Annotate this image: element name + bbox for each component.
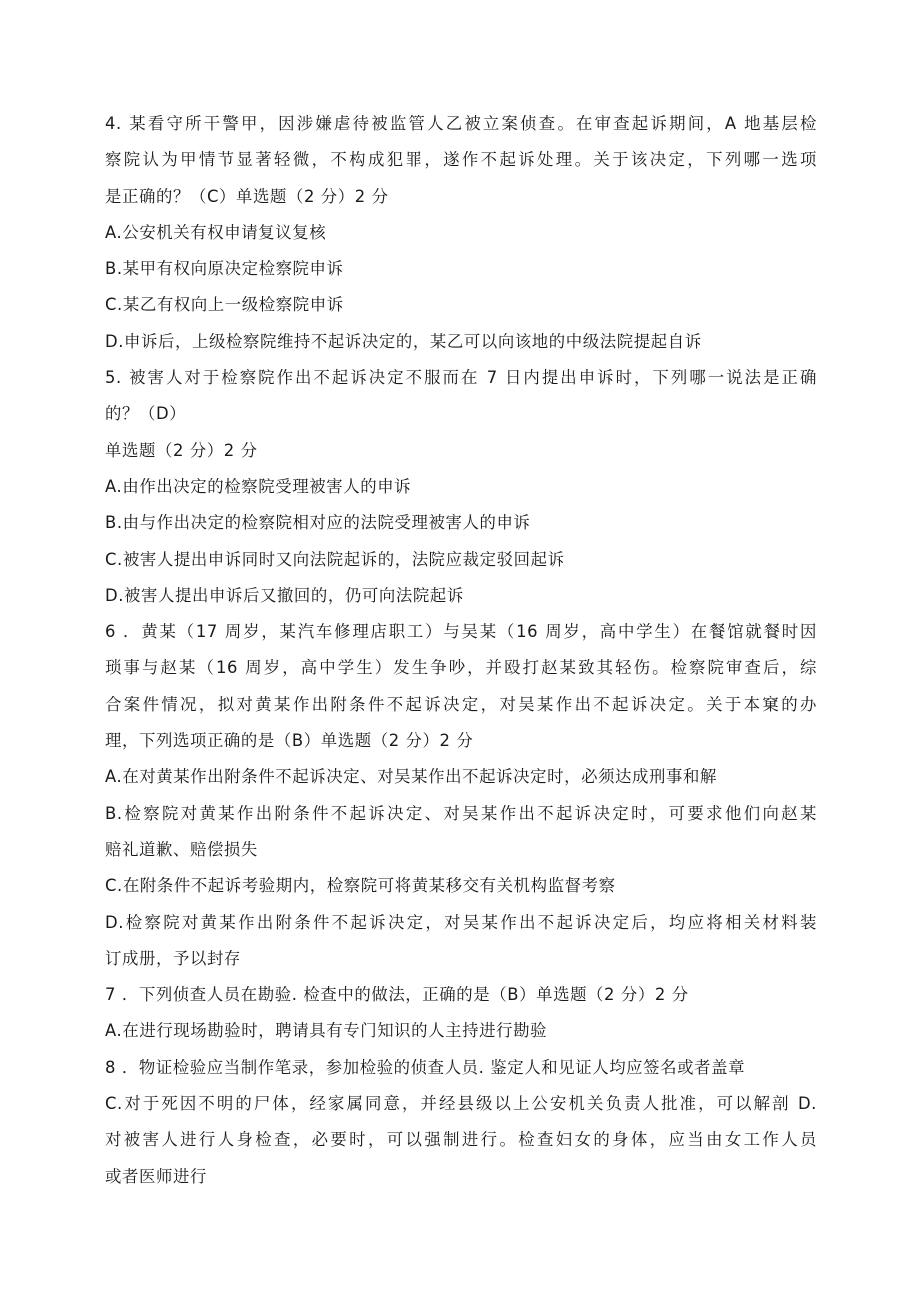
text-line: 赔礼道歉、赔偿损失 — [105, 839, 258, 859]
text-line: 合案件情况，拟对黄某作出附条件不起诉决定，对吴某作出不起诉决定。关于本窠的办 — [105, 694, 817, 714]
text-line: C.在附条件不起诉考验期内，检察院可将黄某移交有关机构监督考察 — [105, 876, 616, 896]
text-line: 7 ．下列侦查人员在勘验. 检查中的做法，正确的是（B）单选题（2 分）2 分 — [105, 985, 689, 1005]
text-line: C.某乙有权向上一级检察院申诉 — [105, 295, 344, 315]
text-line: A.在对黄某作出附条件不起诉决定、对吴某作出不起诉决定时，必须达成刑事和解 — [105, 767, 718, 787]
text-line: 的？（D） — [105, 404, 187, 424]
text-line: 对被害人进行人身检查，必要时，可以强制进行。检查妇女的身体，应当由女工作人员 — [105, 1130, 817, 1150]
text-line: D.被害人提出申诉后又撤回的，仍可向法院起诉 — [105, 585, 464, 605]
text-line: 是正确的？（C）单选题（2 分）2 分 — [105, 186, 389, 206]
text-line: A.公安机关有权申请复议复核 — [105, 222, 327, 242]
text-line: C.被害人提出申诉同时又向法院起诉的，法院应裁定驳回起诉 — [105, 549, 565, 569]
text-line: D.检察院对黄某作出附条件不起诉决定，对吴某作出不起诉决定后，均应将相关材料装 — [105, 912, 817, 932]
text-line: A.由作出决定的检察院受理被害人的申诉 — [105, 476, 412, 496]
text-line: 6 ．黄某（17 周岁，某汽车修理店职工）与吴某（16 周岁，高中学生）在餐馆就餐时因 — [105, 622, 817, 642]
text-line: B.检察院对黄某作出附条件不起诉决定、对吴某作出不起诉决定时，可要求他们向赵某 — [105, 803, 817, 823]
text-line: C.对于死因不明的尸体，经家属同意，并经县级以上公安机关负责人批准，可以解剖 D. — [105, 1094, 817, 1114]
text-line: 单选题（2 分）2 分 — [105, 440, 258, 460]
text-line: 4. 某看守所干警甲，因涉嫌虐待被监管人乙被立案侦查。在审查起诉期间，A 地基层检 — [105, 114, 817, 133]
text-line: B.某甲有权向原决定检察院申诉 — [105, 259, 344, 279]
document-body — [105, 106, 817, 1195]
text-line: 订成册，予以封存 — [105, 948, 241, 968]
text-line: 8 ．物证检验应当制作笔录，参加检验的侦查人员. 鉴定人和见证人均应签名或者盖章 — [105, 1057, 746, 1077]
text-line: 琐事与赵某（16 周岁，高中学生）发生争吵，并殴打赵某致其轻伤。检察院审查后，综 — [105, 658, 817, 678]
text-line: 或者医师进行 — [105, 1166, 207, 1186]
text-line: 察院认为甲情节显著轻微，不构成犯罪，遂作不起诉处理。关于该决定，下列哪一选项 — [105, 150, 817, 170]
text-line: B.由与作出决定的检察院相对应的法院受理被害人的申诉 — [105, 513, 531, 533]
text-line: D.申诉后，上级检察院维持不起诉决定的，某乙可以向该地的中级法院提起自诉 — [105, 331, 702, 351]
text-line: 理，下列选项正确的是（B）单选题（2 分）2 分 — [105, 731, 474, 751]
text-line: 5. 被害人对于检察院作出不起诉决定不服而在 7 日内提出申诉时，下列哪一说法是正确 — [105, 368, 817, 388]
text-line: A.在进行现场勘验时，聘请具有专门知识的人主持进行勘验 — [105, 1021, 548, 1041]
